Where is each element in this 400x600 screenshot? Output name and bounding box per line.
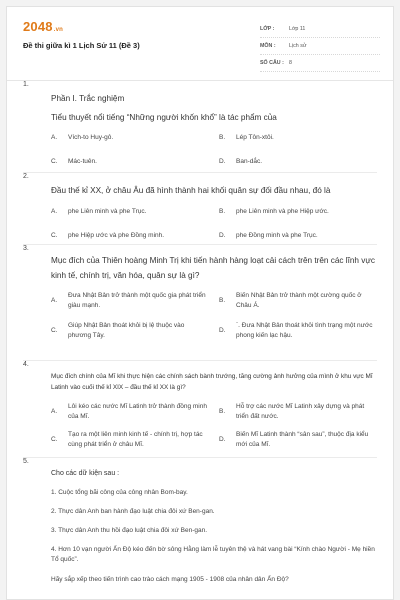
question-2 [23, 173, 377, 244]
event-item: 4. Hơn 10 vạn người Ấn Độ kéo đến bờ sông Hằng làm lễ tuyên thệ và hát vang bài “Kính chào Người - Mẹ hiền Tổ quốc”. [51, 546, 375, 563]
meta-value: Lịch sử [289, 43, 307, 49]
option-a[interactable] [51, 402, 209, 422]
meta-key: MÔN : [260, 43, 276, 49]
option-letter: A. [51, 134, 58, 141]
section-heading: Phần I. Trắc nghiệm [51, 94, 125, 103]
meta-row-class [260, 21, 380, 38]
question-number: 4. [23, 361, 29, 368]
options [51, 291, 377, 341]
option-c[interactable] [51, 157, 209, 167]
option-text: Tạo ra một liên minh kinh tế - chính trị, hợp tác cùng phát triển ở châu Mĩ. [68, 431, 203, 448]
option-d[interactable] [219, 321, 377, 341]
option-text: Lép Tôn-xtôi. [236, 134, 274, 141]
page-header [7, 7, 393, 81]
option-text: phe Đồng minh và phe Trục. [236, 232, 318, 239]
option-letter: B. [219, 297, 226, 304]
option-letter: D. [219, 436, 226, 443]
option-text: phe Liên minh và phe Hiệp ước. [236, 208, 329, 215]
options [51, 402, 377, 450]
question-prompt: Hãy sắp xếp theo tiến trình cao trào cách mạng 1905 - 1908 của nhân dân Ấn Độ? [51, 576, 289, 583]
option-letter: D. [219, 327, 226, 334]
option-c[interactable] [51, 430, 209, 450]
question-text: Cho các dữ kiện sau : [51, 470, 120, 477]
option-b[interactable] [219, 133, 377, 143]
option-text: Hỗ trợ các nước Mĩ Latinh xây dựng và phát triển đất nước. [236, 403, 365, 420]
meta-key: SỐ CÂU : [260, 60, 284, 66]
option-d[interactable] [219, 157, 377, 167]
option-text: Mác-tuên. [68, 158, 97, 165]
question-3 [23, 245, 377, 360]
option-a[interactable] [51, 207, 209, 217]
option-c[interactable] [51, 231, 209, 241]
option-d[interactable] [219, 430, 377, 450]
event-item: 1. Cuộc tổng bãi công của công nhân Bom-bay. [51, 489, 188, 496]
question-number: 2. [23, 173, 29, 180]
option-text: Biến Mĩ Latinh thành “sân sau”, thuộc địa kiểu mới của Mĩ. [236, 431, 369, 448]
meta-value: 8 [289, 60, 292, 66]
option-letter: A. [51, 408, 58, 415]
option-c[interactable] [51, 321, 209, 341]
option-b[interactable] [219, 402, 377, 422]
question-text: Mục đích chính của Mĩ khi thực hiện các chính sách bành trướng, tăng cường ảnh hưởng của mình ở khu vực Mĩ Latinh vào cuối thế kỉ XIX – đầu thế kỉ XX là gì? [51, 373, 373, 391]
question-4 [23, 361, 377, 457]
exam-page [6, 6, 394, 600]
event-item: 2. Thực dân Anh ban hành đạo luật chia đôi xứ Ben-gan. [51, 508, 215, 515]
option-text: Ban-dắc. [236, 158, 263, 165]
option-letter: C. [51, 232, 58, 239]
question-1 [23, 81, 377, 172]
question-number: 1. [23, 81, 29, 88]
option-a[interactable] [51, 133, 209, 143]
option-letter: D. [219, 158, 226, 165]
option-text: Vích-to Huy-gô. [68, 134, 114, 141]
option-letter: B. [219, 208, 226, 215]
option-letter: A. [51, 297, 58, 304]
option-text: `. Đưa Nhật Bản thoát khỏi tình trạng một nước phong kiến lạc hậu. [236, 322, 373, 339]
option-letter: B. [219, 134, 226, 141]
option-b[interactable] [219, 207, 377, 217]
option-text: phe Hiệp ước và phe Đồng minh. [68, 232, 165, 239]
meta-key: LỚP : [260, 26, 275, 32]
option-text: Lôi kéo các nước Mĩ Latinh trở thành đồng minh của Mĩ. [68, 403, 207, 420]
option-text: Giúp Nhật Bản thoát khỏi bị lệ thuộc vào phương Tây. [68, 322, 185, 339]
question-text: Mục đích của Thiên hoàng Minh Trị khi tiến hành hàng loạt cải cách trên trên các lĩnh vực kinh tế, chính trị, văn hóa, quân sự là gì? [51, 256, 375, 280]
option-letter: D. [219, 232, 226, 239]
question-5 [23, 458, 377, 585]
exam-title: Đề thi giữa kì 1 Lịch Sử 11 (Đề 3) [23, 41, 140, 50]
meta-row-count [260, 55, 380, 72]
option-letter: C. [51, 327, 58, 334]
question-list [7, 81, 393, 585]
options [51, 133, 377, 167]
option-letter: B. [219, 408, 226, 415]
question-number: 3. [23, 245, 29, 252]
meta-row-subject [260, 38, 380, 55]
meta-value: Lớp 11 [289, 26, 306, 32]
question-text: Đầu thế kỉ XX, ở châu Âu đã hình thành hai khối quân sự đối đầu nhau, đó là [51, 186, 331, 195]
question-text: Tiểu thuyết nổi tiếng “Những người khốn khổ” là tác phẩm của [51, 113, 277, 122]
option-letter: C. [51, 436, 58, 443]
question-number: 5. [23, 458, 29, 465]
option-d[interactable] [219, 231, 377, 241]
option-letter: A. [51, 208, 58, 215]
option-a[interactable] [51, 291, 209, 311]
option-b[interactable] [219, 291, 377, 311]
option-text: Biến Nhật Bản trở thành một cường quốc ở Châu Á. [236, 292, 362, 309]
option-letter: C. [51, 158, 58, 165]
event-item: 3. Thực dân Anh thu hồi đạo luật chia đôi xứ Ben-gan. [51, 527, 208, 534]
exam-meta [260, 21, 380, 72]
options [51, 207, 377, 241]
site-logo[interactable]: 2048.vn [23, 19, 64, 34]
option-text: Đưa Nhật Bản trở thành một quốc gia phát triển giàu mạnh. [68, 292, 206, 309]
option-text: phe Liên minh và phe Trục. [68, 208, 147, 215]
